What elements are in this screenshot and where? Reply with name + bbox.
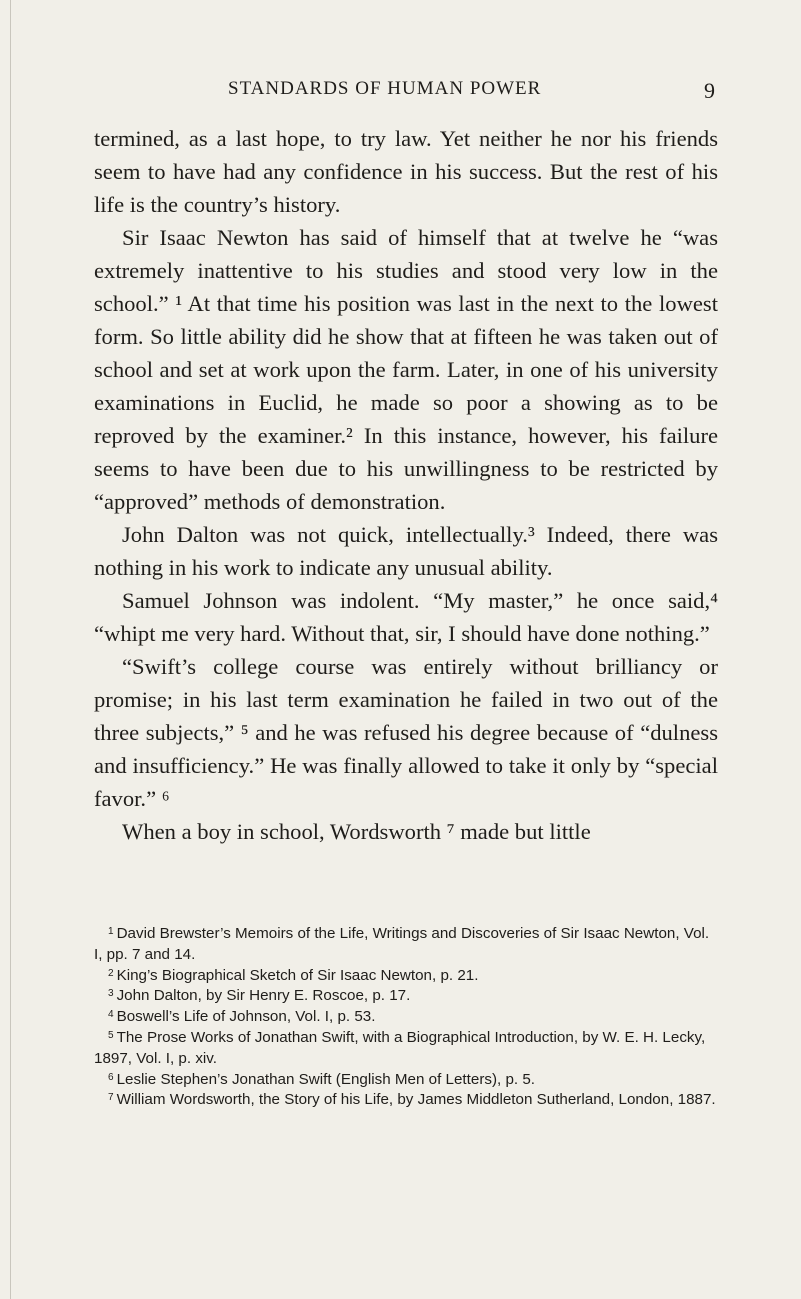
paragraph: termined, as a last hope, to try law. Yet neither he nor his friends seem to have had any confidence in his success. But the rest of his life is the country’s history. bbox=[94, 126, 718, 217]
body-text bbox=[94, 122, 718, 848]
running-title: STANDARDS OF HUMAN POWER bbox=[228, 78, 542, 99]
footnote-number: 5 bbox=[108, 1029, 114, 1041]
footnote-number: 6 bbox=[108, 1071, 114, 1083]
footnote-number: 3 bbox=[108, 988, 114, 1000]
footnote-text: Boswell’s Life of Johnson, Vol. I, p. 53. bbox=[116, 1008, 376, 1026]
page-edge-line bbox=[10, 0, 11, 1299]
footnote-number: 2 bbox=[108, 967, 114, 979]
footnote bbox=[94, 1070, 718, 1091]
footnote-number: 7 bbox=[108, 1092, 114, 1104]
footnote bbox=[94, 1007, 718, 1028]
paragraph: John Dalton was not quick, intellectually.³ Indeed, there was nothing in his work to indicate any unusual ability. bbox=[94, 522, 718, 580]
footnote-text: King’s Biographical Sketch of Sir Isaac Newton, p. 21. bbox=[116, 966, 479, 984]
footnote-number: 4 bbox=[108, 1009, 114, 1021]
paragraph: Sir Isaac Newton has said of himself that at twelve he “was extremely inattentive to his studies and stood very low in the school.” ¹ At that time his position was last in the next to the lowest form. So little ability did he show that at fifteen he was taken out of school and set at work upon the farm. Later, in one of his university examinations in Euclid, he made so poor a showing as to be reproved by the examiner.² In this instance, however, his failure seems to have been due to his unwillingness to be restricted by “approved” methods of demonstration. bbox=[94, 225, 718, 514]
paragraph: “Swift’s college course was entirely without brilliancy or promise; in his last term examination he failed in two out of the three subjects,” ⁵ and he was refused his degree because of “dulness and insufficiency.” He was finally allowed to take it only by “special favor.” ⁶ bbox=[94, 654, 718, 811]
footnote-text: William Wordsworth, the Story of his Life, by James Middleton Sutherland, London, 1887. bbox=[116, 1091, 716, 1109]
footnote-text: John Dalton, by Sir Henry E. Roscoe, p. 17. bbox=[116, 987, 411, 1005]
footnote-text: The Prose Works of Jonathan Swift, with a Biographical Introduction, by W. E. H. Lecky, 1897, Vol. I, p. xiv. bbox=[94, 1028, 706, 1067]
footnote-text: Leslie Stephen’s Jonathan Swift (English Men of Letters), p. 5. bbox=[116, 1070, 536, 1088]
footnote bbox=[94, 1028, 718, 1070]
footnote bbox=[94, 1090, 718, 1111]
paragraph: Samuel Johnson was indolent. “My master,” he once said,⁴ “whipt me very hard. Without that, sir, I should have done nothing.” bbox=[94, 588, 718, 646]
footnote bbox=[94, 966, 718, 987]
footnote-text: David Brewster’s Memoirs of the Life, Writings and Discoveries of Sir Isaac Newton, Vol. I, pp. 7 and 14. bbox=[94, 925, 710, 963]
footnote-number: 1 bbox=[108, 926, 114, 937]
footnote bbox=[94, 924, 718, 966]
paragraph: When a boy in school, Wordsworth ⁷ made but little bbox=[122, 819, 591, 844]
footnotes bbox=[94, 924, 718, 1111]
running-header bbox=[94, 78, 716, 108]
footnote bbox=[94, 986, 718, 1007]
page-number: 9 bbox=[704, 78, 716, 103]
